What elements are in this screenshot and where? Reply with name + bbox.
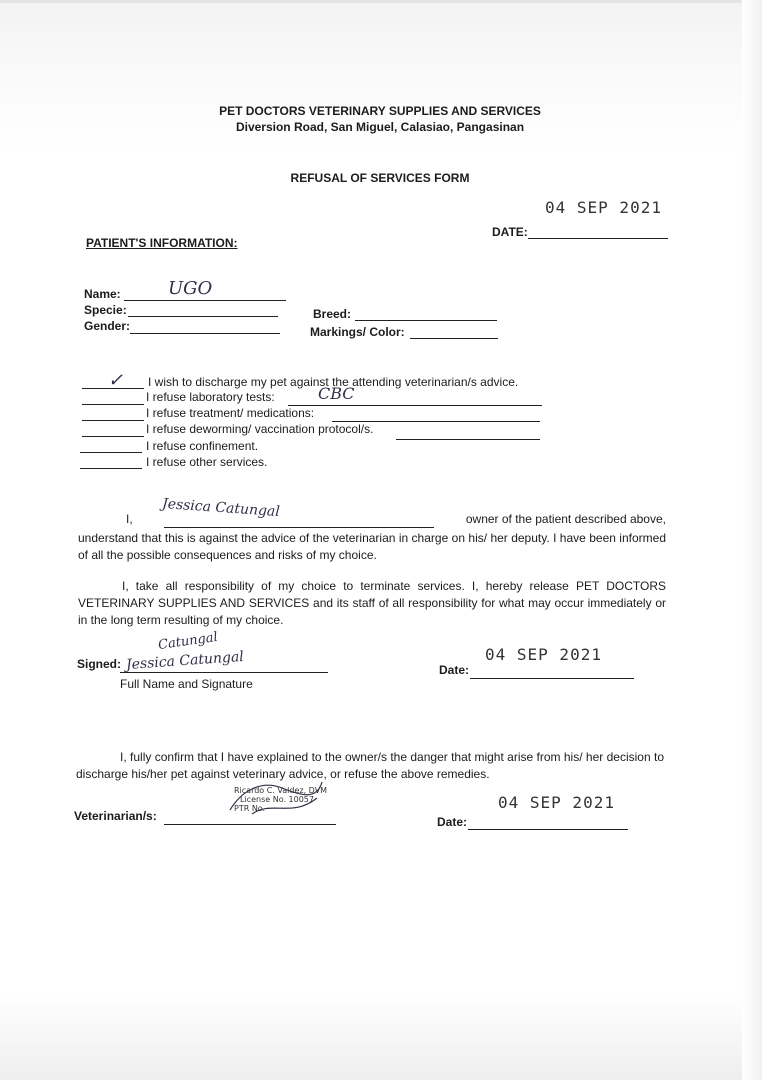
signed-date-label: Date: [439,663,470,677]
option-other-services: I refuse other services. [146,455,268,469]
signed-date-field[interactable] [470,678,634,679]
option-discharge: I wish to discharge my pet against the attending veterinarian/s advice. [148,375,519,389]
option-blank[interactable] [82,436,144,437]
name-label: Name: [84,287,121,301]
option-blank[interactable] [82,404,144,405]
vet-statement: I, fully confirm that I have explained to the owner/s the danger that might arise from his/ her decision to discharge his/her pet against veterinary advice, or refuse the above remedies. [76,750,664,781]
option-deworming: I refuse deworming/ vaccination protocol/s. [146,422,374,436]
option-blank[interactable] [82,420,144,421]
date-stamp: 04 SEP 2021 [545,198,662,217]
check-mark-icon: ✓ [108,370,124,391]
signed-date-stamp: 04 SEP 2021 [485,645,602,664]
option-treatment: I refuse treatment/ medications: [146,406,315,420]
clinic-address: Diversion Road, San Miguel, Calasiao, Pangasinan [235,120,525,134]
name-field[interactable] [124,300,286,301]
patient-section-title: PATIENT'S INFORMATION: [86,236,238,250]
vet-stamp-license: License No. 10057 [240,795,314,804]
vet-stamp-name: Ricardo C. Valdez, DVM [234,786,328,795]
vet-stamp-ptr: PTR No. [234,804,266,813]
vet-date-field[interactable] [468,829,628,830]
clinic-name: PET DOCTORS VETERINARY SUPPLIES AND SERVICES [219,104,541,118]
lab-tests-handwritten: CBC [318,384,355,403]
vet-date-stamp: 04 SEP 2021 [498,793,615,812]
option-blank[interactable] [80,468,142,469]
signature-b: Jessica Catungal [125,648,245,674]
gender-label: Gender: [84,319,131,333]
date-label: DATE: [492,225,528,239]
vet-signature-scribble-icon [222,770,332,830]
form-title: REFUSAL OF SERVICES FORM [290,171,470,185]
deworming-field[interactable] [396,439,540,440]
markings-label: Markings/ Color: [310,325,405,339]
signed-label: Signed: [77,657,121,671]
veterinarian-label: Veterinarian/s: [74,809,157,823]
option-blank[interactable] [80,452,142,453]
name-handwritten: UGO [168,278,213,299]
markings-field[interactable] [410,338,498,339]
option-lab-tests: I refuse laboratory tests: [146,390,275,404]
owner-name-field[interactable] [164,517,434,528]
page-edge-shadow [742,0,762,1080]
owner-statement-prefix: I, [126,512,133,526]
breed-label: Breed: [313,307,352,321]
breed-field[interactable] [355,320,497,321]
lab-tests-field[interactable] [288,405,542,406]
signature-field[interactable] [120,672,328,673]
responsibility-statement: I, take all responsibility of my choice to terminate services. I, hereby release PET DOCTORS VETERINARY SUPPLIES AND SERVICES and its staff of all responsibility for what may occur immediately or in the long term resulting of my choice. [78,579,666,627]
owner-statement-rest: understand that this is against the advice of the veterinarian in charge on his/ her deputy. I have been informed of all the possible consequences and risks of my choice. [78,531,666,562]
option-confinement: I refuse confinement. [146,439,259,453]
specie-field[interactable] [128,316,278,317]
signature-caption: Full Name and Signature [120,677,253,691]
vet-date-label: Date: [437,815,468,829]
gender-field[interactable] [130,333,280,334]
signature-a: Catungal [157,629,219,654]
page-edge-shadow [0,0,762,3]
date-field[interactable] [528,238,668,239]
owner-signature: Jessica Catungal [161,495,281,521]
specie-label: Specie: [84,303,127,317]
owner-statement-line1: owner of the patient described above, [465,512,666,526]
owner-statement [78,511,666,564]
